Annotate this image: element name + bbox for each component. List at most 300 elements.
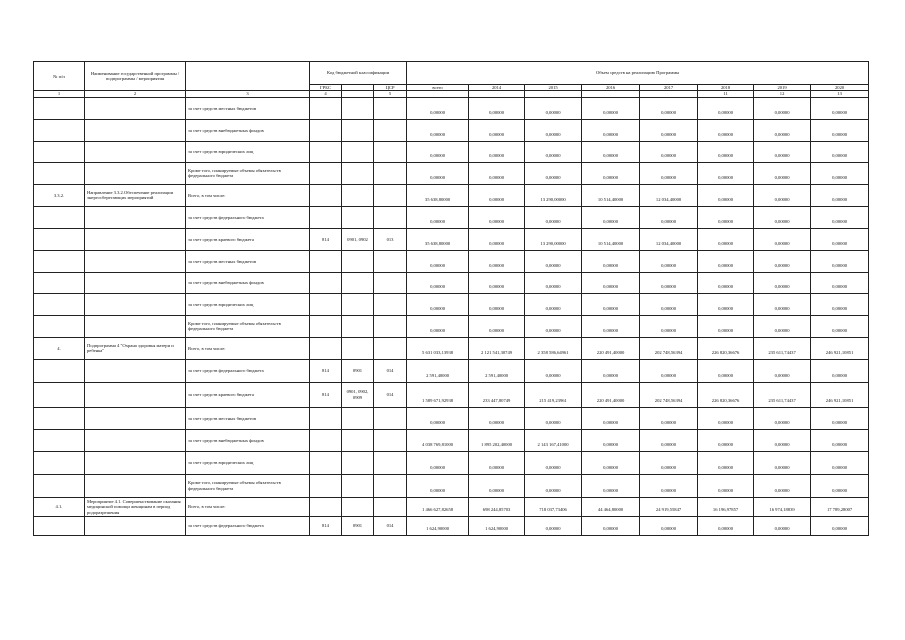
amount-year: 235 611,74437 [754,382,811,407]
csr-cell [374,97,407,119]
row-number [34,206,85,228]
amount-year: 0,00000 [698,141,754,162]
amount-year: 0,00000 [469,162,525,184]
grbs-cell [310,315,342,337]
csr-cell [374,141,407,162]
amount-year: 0,00000 [754,359,811,382]
header-year: 2018 [698,85,754,91]
header-col-source [186,62,310,91]
amount-year: 0,00000 [582,97,640,119]
amount-year: 0,00000 [698,451,754,474]
amount-year: 0,00000 [811,293,869,315]
rz-cell [342,293,374,315]
header-year: 2017 [640,85,698,91]
amount-year: 0,00000 [469,451,525,474]
amount-year: 0,00000 [811,407,869,429]
header-year: 2020 [811,85,869,91]
header-year: 2019 [754,85,811,91]
amount-year: 0,00000 [582,429,640,451]
funding-source-label: Всего, в том числе: [186,497,310,516]
table-row [34,382,869,407]
grbs-cell [310,97,342,119]
row-number [34,407,85,429]
amount-year: 0,00000 [698,516,754,535]
rz-cell [342,184,374,206]
funding-source-label: за счет средств краевого бюджета [186,382,310,407]
amount-year: 2 143 167,41000 [525,429,582,451]
row-name [85,228,186,250]
funding-source-label: за счет средств внебюджетных фондов [186,429,310,451]
csr-cell [374,451,407,474]
rz-cell [342,250,374,272]
funding-source-label: за счет средств юридических лиц [186,293,310,315]
row-number [34,97,85,119]
row-name [85,162,186,184]
amount-year: 0,00000 [754,119,811,141]
amount-year: 0,00000 [811,429,869,451]
amount-year: 0,00000 [698,119,754,141]
table-row [34,184,869,206]
table-row [34,141,869,162]
amount-year: 0,00000 [754,141,811,162]
amount-year: 0,00000 [582,315,640,337]
csr-cell [374,206,407,228]
amount-year: 0,00000 [525,250,582,272]
csr-cell [374,337,407,359]
amount-year: 0,00000 [525,474,582,497]
amount-year: 1 895 202,40000 [469,429,525,451]
row-name [85,206,186,228]
rz-cell [342,474,374,497]
csr-cell [374,429,407,451]
amount-total: 0,00000 [407,272,469,293]
amount-total: 0,00000 [407,141,469,162]
row-number [34,141,85,162]
grbs-cell [310,184,342,206]
grbs-cell [310,162,342,184]
amount-total: 0,00000 [407,315,469,337]
grbs-cell: 814 [310,228,342,250]
csr-cell [374,315,407,337]
amount-year: 0,00000 [525,162,582,184]
row-number: 4.1. [34,497,85,516]
row-name [85,272,186,293]
amount-year: 0,00000 [582,250,640,272]
csr-cell [374,119,407,141]
amount-year: 0,00000 [640,250,698,272]
amount-year: 0,00000 [469,228,525,250]
amount-year: 0,00000 [525,293,582,315]
funding-source-label: за счет средств местных бюджетов [186,407,310,429]
amount-total: 1 466 627,82658 [407,497,469,516]
row-name: Мероприятие 4.1. Совершенствование оказания медицинской помощи женщинам в период родоразрешения [85,497,186,516]
funding-source-label: за счет средств федерального бюджета [186,359,310,382]
amount-year: 0,00000 [525,119,582,141]
csr-cell [374,474,407,497]
amount-year: 0,00000 [469,293,525,315]
amount-year: 0,00000 [811,162,869,184]
row-name [85,141,186,162]
amount-year: 0,00000 [754,250,811,272]
table-row [34,429,869,451]
amount-year: 215 419,23961 [525,382,582,407]
amount-year: 220 491,40000 [582,337,640,359]
header-csr: ЦСР [374,85,407,91]
amount-year: 12 034,40000 [640,184,698,206]
index-cell: 1 [34,91,85,97]
csr-cell: 014 [374,516,407,535]
amount-year: 0,00000 [469,315,525,337]
amount-year: 246 921,10851 [811,337,869,359]
amount-year: 0,00000 [640,119,698,141]
funding-source-label: за счет средств юридических лиц [186,451,310,474]
amount-year: 12 034,40000 [640,228,698,250]
amount-year: 0,00000 [754,272,811,293]
amount-year: 0,00000 [469,407,525,429]
header-col-kbk: Код бюджетной классификации [310,62,407,85]
amount-year: 0,00000 [754,293,811,315]
program-funding-table [33,61,869,536]
amount-year: 10 514,40000 [582,184,640,206]
row-name [85,451,186,474]
table-row [34,474,869,497]
amount-year: 0,00000 [754,162,811,184]
amount-year: 0,00000 [754,516,811,535]
grbs-cell [310,141,342,162]
table-row [34,293,869,315]
row-number [34,162,85,184]
row-number: 3.3.2. [34,184,85,206]
row-number [34,315,85,337]
amount-year: 0,00000 [582,206,640,228]
amount-year: 718 037,73406 [525,497,582,516]
amount-total: 1 589 671,92938 [407,382,469,407]
rz-cell [342,119,374,141]
amount-year: 0,00000 [582,272,640,293]
table-row [34,451,869,474]
amount-year: 0,00000 [811,141,869,162]
grbs-cell [310,250,342,272]
amount-year: 0,00000 [582,516,640,535]
amount-year: 0,00000 [582,359,640,382]
csr-cell: 014 [374,382,407,407]
csr-cell: 013 [374,228,407,250]
amount-year: 0,00000 [469,474,525,497]
amount-year: 13 290,00000 [525,184,582,206]
funding-source-label: за счет средств юридических лиц [186,141,310,162]
table-row [34,206,869,228]
funding-source-label: за счет средств местных бюджетов [186,250,310,272]
csr-cell [374,407,407,429]
funding-source-label: за счет средств внебюджетных фондов [186,272,310,293]
rz-cell [342,97,374,119]
amount-total: 5 631 033,13938 [407,337,469,359]
amount-total: 35 638,80000 [407,228,469,250]
amount-year: 0,00000 [525,315,582,337]
row-number [34,474,85,497]
amount-year: 13 290,00000 [525,228,582,250]
csr-cell: 014 [374,359,407,382]
row-number [34,250,85,272]
row-number: 4. [34,337,85,359]
amount-year: 202 748,56394 [640,337,698,359]
amount-year: 0,00000 [698,250,754,272]
amount-year: 0,00000 [525,451,582,474]
funding-source-label: за счет средств внебюджетных фондов [186,119,310,141]
amount-year: 0,00000 [525,141,582,162]
amount-year: 0,00000 [754,315,811,337]
amount-total: 35 638,80000 [407,184,469,206]
funding-source-label: Всего, в том числе: [186,184,310,206]
index-cell: 13 [811,91,869,97]
row-name [85,516,186,535]
amount-year: 0,00000 [525,206,582,228]
amount-year: 17 789,28007 [811,497,869,516]
row-name [85,119,186,141]
table-row [34,407,869,429]
csr-cell [374,293,407,315]
index-cell: 2 [85,91,186,97]
amount-year: 0,00000 [640,206,698,228]
rz-cell [342,451,374,474]
amount-total: 0,00000 [407,293,469,315]
grbs-cell [310,206,342,228]
rz-cell [342,429,374,451]
amount-year: 246 921,10851 [811,382,869,407]
amount-year: 0,00000 [469,184,525,206]
row-name [85,97,186,119]
amount-year: 0,00000 [640,97,698,119]
grbs-cell: 814 [310,516,342,535]
row-name [85,315,186,337]
amount-total: 0,00000 [407,162,469,184]
row-number [34,293,85,315]
funding-source-label: Кроме того, планируемые объемы обязательств федерального бюджета [186,162,310,184]
amount-year: 0,00000 [811,97,869,119]
funding-source-label: Кроме того, планируемые объемы обязательств федерального бюджета [186,315,310,337]
amount-year: 226 820,36676 [698,337,754,359]
amount-year: 0,00000 [754,451,811,474]
amount-year: 16 974,18839 [754,497,811,516]
amount-year: 0,00000 [469,206,525,228]
table-row [34,97,869,119]
header-col-num: № п/п [34,62,85,91]
amount-year: 2 121 541,30749 [469,337,525,359]
amount-total: 4 038 769,81000 [407,429,469,451]
amount-year: 0,00000 [698,474,754,497]
rz-cell: 0901 [342,359,374,382]
index-cell: 11 [698,91,754,97]
amount-year: 0,00000 [698,407,754,429]
table-row [34,272,869,293]
amount-year: 1 624,90000 [469,516,525,535]
table-row [34,315,869,337]
row-number [34,119,85,141]
amount-year: 226 820,36676 [698,382,754,407]
funding-source-label: Всего, в том числе: [186,337,310,359]
amount-year: 202 748,56394 [640,382,698,407]
row-name [85,474,186,497]
grbs-cell [310,272,342,293]
amount-year: 0,00000 [811,228,869,250]
rz-cell: 0901, 0902 [342,228,374,250]
table-row [34,337,869,359]
grbs-cell [310,119,342,141]
amount-year: 0,00000 [698,184,754,206]
amount-year: 0,00000 [582,162,640,184]
amount-year: 0,00000 [754,407,811,429]
funding-source-label: за счет средств федерального бюджета [186,206,310,228]
csr-cell [374,250,407,272]
amount-year: 0,00000 [525,97,582,119]
amount-year: 0,00000 [640,474,698,497]
header-year: 2015 [525,85,582,91]
amount-year: 0,00000 [698,293,754,315]
amount-year: 0,00000 [640,429,698,451]
amount-year: 0,00000 [754,97,811,119]
amount-year: 0,00000 [525,272,582,293]
amount-year: 0,00000 [525,407,582,429]
amount-year: 0,00000 [640,451,698,474]
table-row [34,359,869,382]
amount-year: 0,00000 [811,250,869,272]
amount-year: 0,00000 [582,119,640,141]
index-cell: 5 [374,91,407,97]
csr-cell [374,272,407,293]
amount-year: 0,00000 [698,315,754,337]
table-row [34,516,869,535]
amount-year: 220 491,40000 [582,382,640,407]
amount-year: 0,00000 [469,119,525,141]
rz-cell [342,497,374,516]
amount-year: 0,00000 [811,184,869,206]
index-cell: 4 [310,91,342,97]
grbs-cell [310,337,342,359]
table-row [34,119,869,141]
rz-cell [342,407,374,429]
amount-year: 0,00000 [811,359,869,382]
amount-total: 0,00000 [407,451,469,474]
rz-cell: 0901, 0902, 0909 [342,382,374,407]
amount-year: 0,00000 [698,272,754,293]
table-row [34,228,869,250]
amount-year: 0,00000 [754,474,811,497]
amount-total: 0,00000 [407,474,469,497]
amount-year: 0,00000 [811,451,869,474]
rz-cell: 0901 [342,516,374,535]
header-year: 2016 [582,85,640,91]
amount-year: 0,00000 [754,429,811,451]
amount-year: 24 919,55847 [640,497,698,516]
amount-year: 0,00000 [469,250,525,272]
amount-year: 0,00000 [469,272,525,293]
amount-year: 0,00000 [754,184,811,206]
amount-total: 0,00000 [407,206,469,228]
amount-year: 0,00000 [640,407,698,429]
amount-year: 0,00000 [582,451,640,474]
amount-year: 0,00000 [640,315,698,337]
grbs-cell [310,407,342,429]
row-name [85,359,186,382]
header-col-name: Наименование государственной программы / подпрограммы / мероприятия [85,62,186,91]
row-number [34,382,85,407]
amount-year: 0,00000 [811,206,869,228]
amount-year: 0,00000 [698,97,754,119]
row-number [34,272,85,293]
grbs-cell [310,293,342,315]
grbs-cell [310,474,342,497]
amount-year: 0,00000 [698,429,754,451]
amount-year: 0,00000 [698,228,754,250]
amount-year: 0,00000 [640,359,698,382]
amount-year: 0,00000 [698,206,754,228]
rz-cell [342,206,374,228]
amount-year: 0,00000 [698,162,754,184]
amount-year: 0,00000 [582,407,640,429]
amount-year: 0,00000 [811,474,869,497]
row-number [34,451,85,474]
rz-cell [342,141,374,162]
table-row [34,497,869,516]
rz-cell [342,337,374,359]
amount-year: 0,00000 [525,516,582,535]
header-year: 2014 [469,85,525,91]
amount-year: 0,00000 [582,293,640,315]
amount-year: 0,00000 [754,206,811,228]
amount-year: 44 464,80000 [582,497,640,516]
rz-cell [342,315,374,337]
row-number [34,429,85,451]
grbs-cell [310,497,342,516]
funding-source-label: за счет средств федерального бюджета [186,516,310,535]
amount-total: 1 624,90000 [407,516,469,535]
table-row [34,162,869,184]
row-name [85,382,186,407]
amount-total: 0,00000 [407,119,469,141]
funding-source-label: за счет средств местных бюджетов [186,97,310,119]
row-name: Подпрограмма 4 "Охрана здоровья матери и ребенка" [85,337,186,359]
row-name [85,407,186,429]
grbs-cell: 814 [310,382,342,407]
amount-year: 0,00000 [754,228,811,250]
amount-year: 0,00000 [640,141,698,162]
amount-year: 0,00000 [640,272,698,293]
row-name: Направление 3.3.2.Обеспечение реализации энергосберегающих мероприятий [85,184,186,206]
amount-year: 0,00000 [640,293,698,315]
csr-cell [374,184,407,206]
amount-total: 0,00000 [407,97,469,119]
amount-year: 235 611,74437 [754,337,811,359]
amount-year: 0,00000 [469,141,525,162]
table-body [34,97,869,535]
amount-total: 2 591,40000 [407,359,469,382]
amount-year: 16 196,97857 [698,497,754,516]
header-grbs: ГРБС [310,85,342,91]
amount-year: 0,00000 [811,272,869,293]
rz-cell [342,272,374,293]
amount-total: 0,00000 [407,407,469,429]
row-name [85,250,186,272]
row-name [85,429,186,451]
header-total: всего [407,85,469,91]
header-col-volume: Объем средств на реализацию Программы [407,62,869,85]
amount-year: 2 591,40000 [469,359,525,382]
index-cell: 12 [754,91,811,97]
amount-year: 2 358 586,64961 [525,337,582,359]
amount-year: 0,00000 [582,141,640,162]
amount-year: 0,00000 [811,315,869,337]
amount-year: 0,00000 [811,119,869,141]
